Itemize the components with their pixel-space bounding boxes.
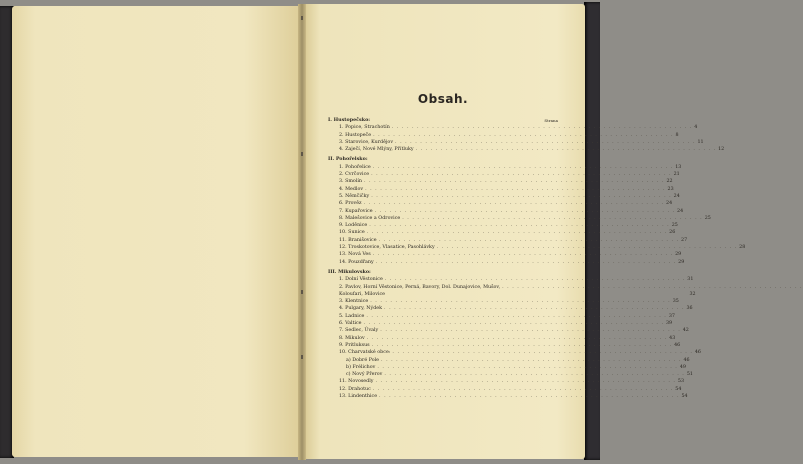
toc-section-heading [328, 156, 558, 163]
dot-leader: . . . . . . . . . . . . . . . . . . . . . . . . . . . . . . . . . . . . . . . . . . . . . . . . . . . . . . . . . . . . [371, 172, 672, 178]
page-column-label: Strana [544, 118, 558, 123]
toc-entry-label: 3. Smolín [339, 179, 362, 185]
toc-entry-label: 2. Pavlov, Horní Věstonice, Perná, Bavory, Dol. Dunajovice, Mušov, [339, 284, 501, 290]
left-page [12, 6, 302, 457]
toc-entry-page: 4 [694, 125, 698, 131]
toc-entry [328, 393, 688, 400]
dot-leader: . . . . . . . . . . . . . . . . . . . . . . . . . . . . . . . . . . . . . . . . . . . . . . . . . . . . . . . . . . . . [384, 306, 685, 312]
toc-entry-label: 1. Pohořelice [339, 164, 371, 170]
section-heading-text: III. Mikulovsko: [328, 268, 371, 275]
toc-entry-page: 24 [677, 208, 684, 214]
toc-entry-page: 8 [675, 132, 679, 138]
toc-entry-page: 32 [689, 291, 696, 297]
toc-entry-label: 8. Malešovice a Odrovice [339, 215, 401, 221]
toc-entry [328, 229, 676, 236]
dot-leader: . . . . . . . . . . . . . . . . . . . . . . . . . . . . . . . . . . . . . . . . . . . . . . . . . . . . . . . . . . . . [436, 245, 738, 251]
toc-entry-page: 53 [677, 379, 685, 385]
toc-entry [328, 178, 673, 185]
binding-stitch [301, 290, 303, 294]
toc-entry [328, 276, 694, 283]
dot-leader: . . . . . . . . . . . . . . . . . . . . . . . . . . . . . . . . . . . . . . . . . . . . . . . . . . . . . . . . . . . . [395, 139, 696, 145]
toc-entry-label: 13. Lindenthice [339, 393, 378, 399]
toc-entry [328, 259, 685, 266]
toc-entry-label: 11. Branišovice [339, 237, 377, 243]
binding-stitch [301, 152, 303, 156]
toc-entry-page: 51 [686, 372, 693, 378]
toc-entry [328, 386, 682, 393]
dot-leader: . . . . . . . . . . . . . . . . . . . . . . . . . . . . . . . . . . . . . . . . . . . . . . . . . . . . . . . . . . . . [366, 230, 668, 236]
toc-entry-page: 29 [675, 252, 682, 258]
toc-entry [328, 132, 679, 139]
toc-entry-label: 1. Popice, Strachotín [339, 125, 390, 131]
toc-entry-page: 46 [683, 357, 690, 363]
toc-entry-page: 26 [669, 230, 676, 236]
binding-stitch [301, 355, 303, 359]
toc-entry [328, 193, 680, 200]
toc-entry-label: 6. Prověz [339, 201, 362, 207]
toc-entry [328, 335, 676, 342]
dot-leader: . . . . . . . . . . . . . . . . . . . . . . . . . . . . . . . . . . . . . . . . . . . . . . . . . . . . . . . . . . . . [375, 259, 677, 265]
toc-entry [328, 139, 704, 146]
toc-entry-label: 7. Kupařovice [339, 208, 373, 214]
dot-leader: . . . . . . . . . . . . . . . . . . . . . . . . . . . . . . . . . . . . . . . . . . . . . . . . . . . . . . . . . . . . [379, 393, 680, 399]
dot-leader: . . . . . . . . . . . . . . . . . . . . . . . . . . . . . . . . . . . . . . . . . . . . . . . . . . . . . . . . . . . . [392, 350, 693, 356]
toc-entry-label: Koloufari, Milovice [339, 291, 386, 297]
toc-entry-label: 4. Pulgary, Nýdek [339, 306, 383, 312]
toc-entry-page: 46 [674, 342, 681, 348]
toc-section-heading [328, 117, 558, 124]
toc-entry-page: 29 [678, 259, 685, 265]
book-gutter [298, 4, 306, 460]
toc-entry-page: 25 [704, 215, 711, 221]
toc-entry-label: 5. Němčičky [339, 193, 370, 199]
dot-leader: . . . . . . . . . . . . . . . . . . . . . . . . . . . . . . . . . . . . . . . . . . . . . . . . . . . . . . . . . . . . [415, 147, 717, 153]
toc-entry-page: 28 [739, 245, 746, 251]
dot-leader: . . . . . . . . . . . . . . . . . . . . . . . . . . . . . . . . . . . . . . . . . . . . . . . . . . . . . . . . . . . . [363, 201, 665, 207]
toc-entry-label: 9. Pritluksus [339, 342, 370, 348]
toc-entry-label: 2. Cvrčovice [339, 172, 370, 178]
toc-entry-page: 12 [718, 147, 725, 153]
dot-leader: . . . . . . . . . . . . . . . . . . . . . . . . . . . . . . . . . . . . . . . . . . . . . . . . . . . . . . . . . . . . [381, 357, 682, 363]
dot-leader: . . . . . . . . . . . . . . . . . . . . . . . . . . . . . . . . . . . . . . . . . . . . . . . . . . . . . . . . . . . . [377, 364, 678, 370]
binding-stitch [301, 16, 303, 20]
page-title: Obsah. [417, 92, 469, 106]
toc-entry [328, 124, 698, 131]
dot-leader: . . . . . . . . . . . . . . . . . . . . . . . . . . . . . . . . . . . . . . . . . . . . . . . . . . . . . . . . . . . . [375, 379, 676, 385]
toc-entry [328, 371, 693, 378]
toc-entry-page: 23 [667, 186, 674, 192]
toc-entry [328, 305, 693, 312]
toc-entry-label: 12. Drahotuc [339, 386, 371, 392]
toc-entry-label: 9. Loděnice [339, 223, 368, 229]
toc-entry [328, 298, 679, 305]
dot-leader: . . . . . . . . . . . . . . . . . . . . . . . . . . . . . . . . . . . . . . . . . . . . . . . . . . . . . . . . . . . . [384, 372, 685, 378]
dot-leader: . . . . . . . . . . . . . . . . . . . . . . . . . . . . . . . . . . . . . . . . . . . . . . . . . . . . . . . . . . . . [373, 132, 674, 138]
toc-section-heading [328, 269, 558, 276]
toc-entry-label: 14. Pouzdřany [339, 259, 374, 265]
toc-entry [328, 171, 680, 178]
dot-leader: . . . . . . . . . . . . . . . . . . . . . . . . . . . . . . . . . . . . . . . . . . . . . . . . . . . . . . . . . . . . [371, 342, 673, 348]
toc-entry-page: 24 [673, 193, 680, 199]
toc-entry [328, 222, 678, 229]
dot-leader: . . . . . . . . . . . . . . . . . . . . . . . . . . . . . . . . . . . . . . . . . . . . . . . . . . . . . . . . . . . . [369, 223, 670, 229]
toc-entry-page: 25 [671, 223, 678, 229]
toc-entry [328, 349, 701, 356]
toc-entry [328, 320, 673, 327]
dot-leader: . . . . . . . . . . . . . . . . . . . . . . . . . . . . . . . . . . . . . . . . . . . . . . . . . . . . . . . . . . . . [366, 335, 668, 341]
toc-entry [328, 342, 681, 349]
dot-leader: . . . . . . . . . . . . . . . . . . . . . . . . . . . . . . . . . . . . . . . . . . . . . . . . . . . . . . . . . . . . [365, 186, 666, 192]
toc-entry [328, 146, 725, 153]
toc-entry-label: 3. Starovice, Kurdějov [339, 139, 394, 145]
toc-entry-label: 10. Sunice [339, 230, 365, 236]
dot-leader: . . . . . . . . . . . . . . . . . . . . . . . . . . . . . . . . . . . . . . . . . . . . . . . . . . . . . . . . . . . . [402, 215, 703, 221]
toc-entry-page: 35 [672, 299, 679, 305]
toc-entry [328, 291, 696, 298]
toc-entry [328, 164, 682, 171]
toc-entry-page: 24 [666, 201, 673, 207]
toc-entry-page: 11 [697, 139, 704, 145]
toc-entry-page: 49 [679, 364, 686, 370]
toc-entry-label: 11. Novosedly [339, 379, 374, 385]
toc-entry-page: 54 [681, 393, 688, 399]
toc-entry-page: 31 [687, 277, 694, 283]
toc-entry-label: 7. Sedlec, Úvaly [339, 328, 379, 334]
dot-leader: . . . . . . . . . . . . . . . . . . . . . . . . . . . . . . . . . . . . . . . . . . . . . . . . . . . . . . . . . . . . [391, 125, 693, 131]
toc-entry [328, 208, 684, 215]
toc-entry-page: 54 [675, 386, 682, 392]
toc-entry-label: 13. Nová Ves [339, 252, 371, 258]
toc-entry-label: 12. Troskotovice, Vlasatice, Pasohlávky [339, 245, 435, 251]
toc-entry-page: 27 [681, 237, 688, 243]
toc-entry [328, 215, 711, 222]
toc-entry-label: a) Dobré Pole [346, 357, 380, 363]
toc-entry-page: 46 [694, 350, 701, 356]
dot-leader: . . . . . . . . . . . . . . . . . . . . . . . . . . . . . . . . . . . . . . . . . . . . . . . . . . . . . . . . . . . . [380, 328, 681, 334]
toc-entry [328, 284, 803, 291]
toc-entry-page: 39 [665, 321, 673, 327]
toc-entry [328, 251, 682, 258]
toc-entry-label: 4. Medlov [339, 186, 364, 192]
section-heading-text: II. Pohořelsko: [328, 156, 368, 163]
dot-leader: . . . . . . . . . . . . . . . . . . . . . . . . . . . . . . . . . . . . . . . . . . . . . . . . . . . . . . . . . . . . [370, 299, 671, 305]
toc-entry [328, 357, 690, 364]
toc-entry-label: 2. Hustopeče [339, 132, 372, 138]
toc-entry [328, 313, 675, 320]
table-of-contents [328, 92, 803, 400]
toc-entry-page: 13 [675, 164, 682, 170]
toc-entry-page: 21 [673, 172, 680, 178]
toc-entry-label: 3. Klentnice [339, 299, 369, 305]
toc-entry-label: 4. Zaječí, Nové Mlýny, Přítluky [339, 147, 414, 153]
toc-entry-label: 10. Charvatské obce: [339, 350, 391, 356]
toc-entry [328, 186, 674, 193]
toc-entry [328, 237, 688, 244]
toc-entry [328, 200, 673, 207]
toc-entry-label: 1. Dolní Věstonice [339, 277, 383, 283]
dot-leader: . . . . . . . . . . . . . . . . . . . . . . . . . . . . . . . . . . . . . . . . . . . . . . . . . . . . . . . . . . . . [371, 193, 672, 199]
toc-entry [328, 244, 746, 251]
toc-entry-label: 6. Valtice [339, 321, 362, 327]
section-heading-text: I. Hustopečsko: [328, 117, 371, 123]
toc-entry-page: 43 [669, 335, 676, 341]
dot-leader: . . . . . . . . . . . . . . . . . . . . . . . . . . . . . . . . . . . . . . . . . . . . . . . . . . . . . . . . . . . . [363, 321, 664, 327]
toc-entry [328, 378, 685, 385]
toc-entry-label: 5. Ladnice [339, 313, 365, 319]
dot-leader: . . . . . . . . . . . . . . . . . . . . . . . . . . . . . . . . . . . . . . . . . . . . . . . . . . . . . . . . . . . . [363, 179, 665, 185]
dot-leader: . . . . . . . . . . . . . . . . . . . . . . . . . . . . . . . . . . . . . . . . . . . . . . . . . . . . . . . . . . . . [372, 386, 674, 392]
toc-sections [328, 117, 803, 400]
toc-entry-label: 8. Mikulov [339, 335, 365, 341]
toc-entry-page: 22 [666, 179, 673, 185]
dot-leader: . . . . . . . . . . . . . . . . . . . . . . . . . . . . . . . . . . . . . . . . . . . . . . . . . . . . . . . . . . . . [372, 252, 674, 258]
dot-leader: . . . . . . . . . . . . . . . . . . . . . . . . . . . . . . . . . . . . . . . . . . . . . . . . . . . . . . . . . . . . [372, 164, 674, 170]
dot-leader: . . . . . . . . . . . . . . . . . . . . . . . . . . . . . . . . . . . . . . . . . . . . . . . . . . . . . . . . . . . . [378, 237, 680, 243]
toc-entry-page: 36 [686, 306, 693, 312]
toc-entry-label: c) Nový Přerov [346, 372, 383, 378]
dot-leader: . . . . . . . . . . . . . . . . . . . . . . . . . . . . . . . . . . . . . . . . . . . . . . . . . . . . . . . . . . . . [374, 208, 676, 214]
toc-entry [328, 327, 689, 334]
toc-entry [328, 364, 686, 371]
toc-entry-label: b) Frélichov [346, 364, 376, 370]
toc-entry-page: 37 [668, 313, 675, 319]
dot-leader: . . . . . . . . . . . . . . . . . . . . . . . . . . . . . . . . . . . . . . . . . . . . . . . . . . . . . . . . . . . . [502, 284, 803, 290]
toc-entry-page: 42 [682, 328, 689, 334]
dot-leader: . . . . . . . . . . . . . . . . . . . . . . . . . . . . . . . . . . . . . . . . . . . . . . . . . . . . . . . . . . . . [384, 277, 686, 283]
dot-leader: . . . . . . . . . . . . . . . . . . . . . . . . . . . . . . . . . . . . . . . . . . . . . . . . . . . . . . . . . . . . [366, 313, 667, 319]
